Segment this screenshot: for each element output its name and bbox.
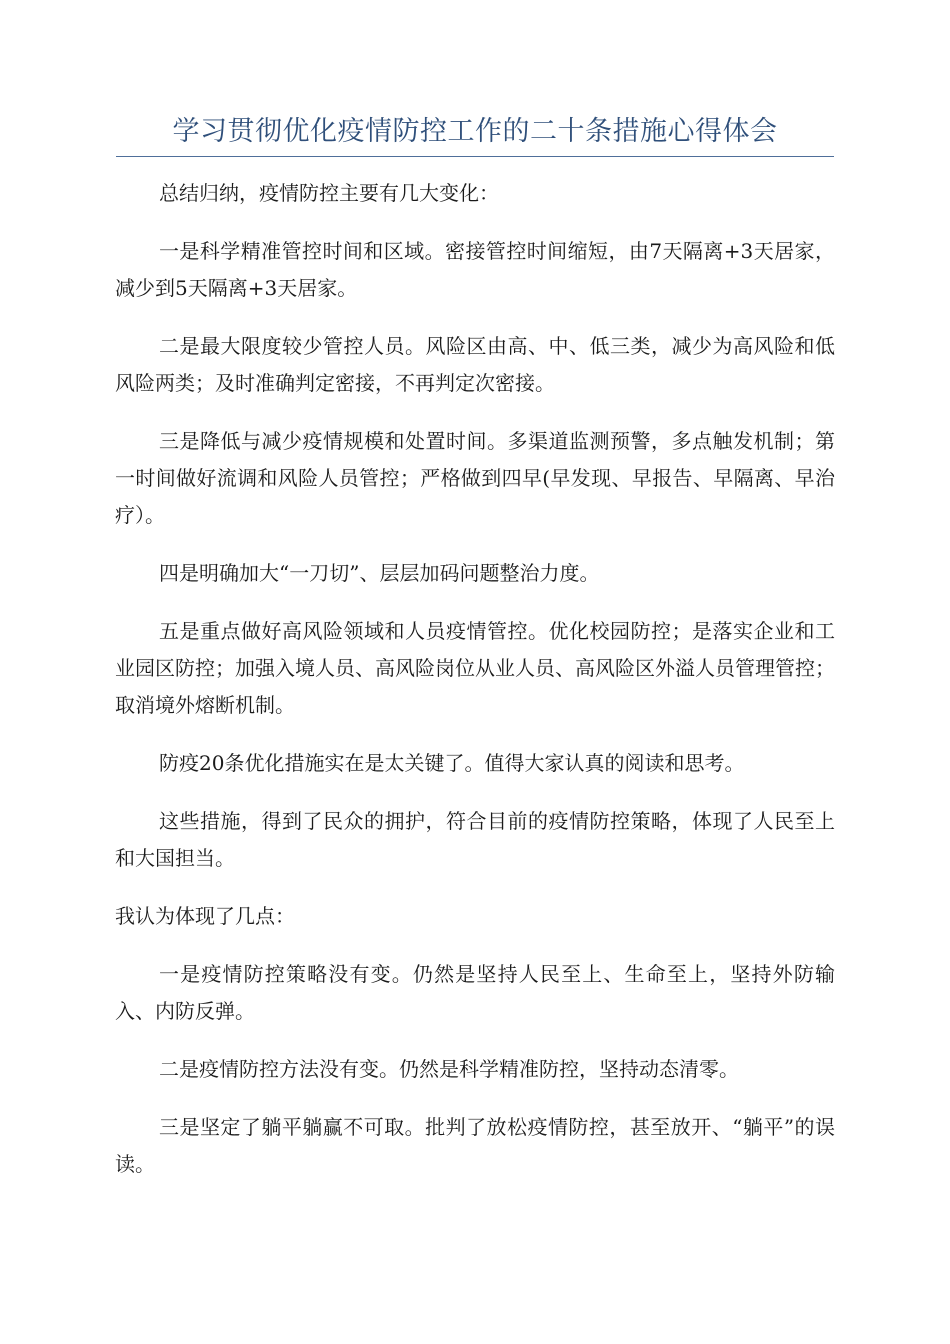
paragraph-support: 这些措施，得到了民众的拥护，符合目前的疫情防控策略，体现了人民至上和大国担当。: [115, 809, 835, 870]
paragraph-point-2: 二是最大限度较少管控人员。风险区由高、中、低三类，减少为高风险和低风险两类；及时准确判定密接，不再判定次密接。: [115, 334, 835, 395]
paragraph-point-5: 五是重点做好高风险领域和人员疫情管控。优化校园防控；是落实企业和工业园区防控；加强入境人员、高风险岗位从业人员、高风险区外溢人员管理管控；取消境外熔断机制。: [115, 619, 835, 717]
paragraph-opinion-heading: 我认为体现了几点：: [115, 904, 295, 928]
document-body: [115, 175, 835, 1204]
paragraph-opinion-3: 三是坚定了躺平躺赢不可取。批判了放松疫情防控，甚至放开、“躺平”的误读。: [115, 1115, 835, 1176]
paragraph-point-3: 三是降低与减少疫情规模和处置时间。多渠道监测预警，多点触发机制；第一时间做好流调和风险人员管控；严格做到四早(早发现、早报告、早隔离、早治疗）。: [115, 429, 835, 527]
paragraph-summary: 总结归纳，疫情防控主要有几大变化：: [159, 181, 499, 205]
paragraph-comment: 防疫20条优化措施实在是太关键了。值得大家认真的阅读和思考。: [159, 751, 745, 775]
title-underline: [116, 112, 834, 157]
paragraph-opinion-2: 二是疫情防控方法没有变。仍然是科学精准防控，坚持动态清零。: [159, 1057, 739, 1081]
paragraph-opinion-1: 一是疫情防控策略没有变。仍然是坚持人民至上、生命至上，坚持外防输入、内防反弹。: [115, 962, 835, 1023]
document-title: 学习贯彻优化疫情防控工作的二十条措施心得体会: [172, 116, 778, 147]
paragraph-point-1: 一是科学精准管控时间和区域。密接管控时间缩短，由7天隔离+3天居家，减少到5天隔离+3天居家。: [115, 239, 835, 300]
paragraph-point-4: 四是明确加大“一刀切”、层层加码问题整治力度。: [159, 561, 600, 585]
